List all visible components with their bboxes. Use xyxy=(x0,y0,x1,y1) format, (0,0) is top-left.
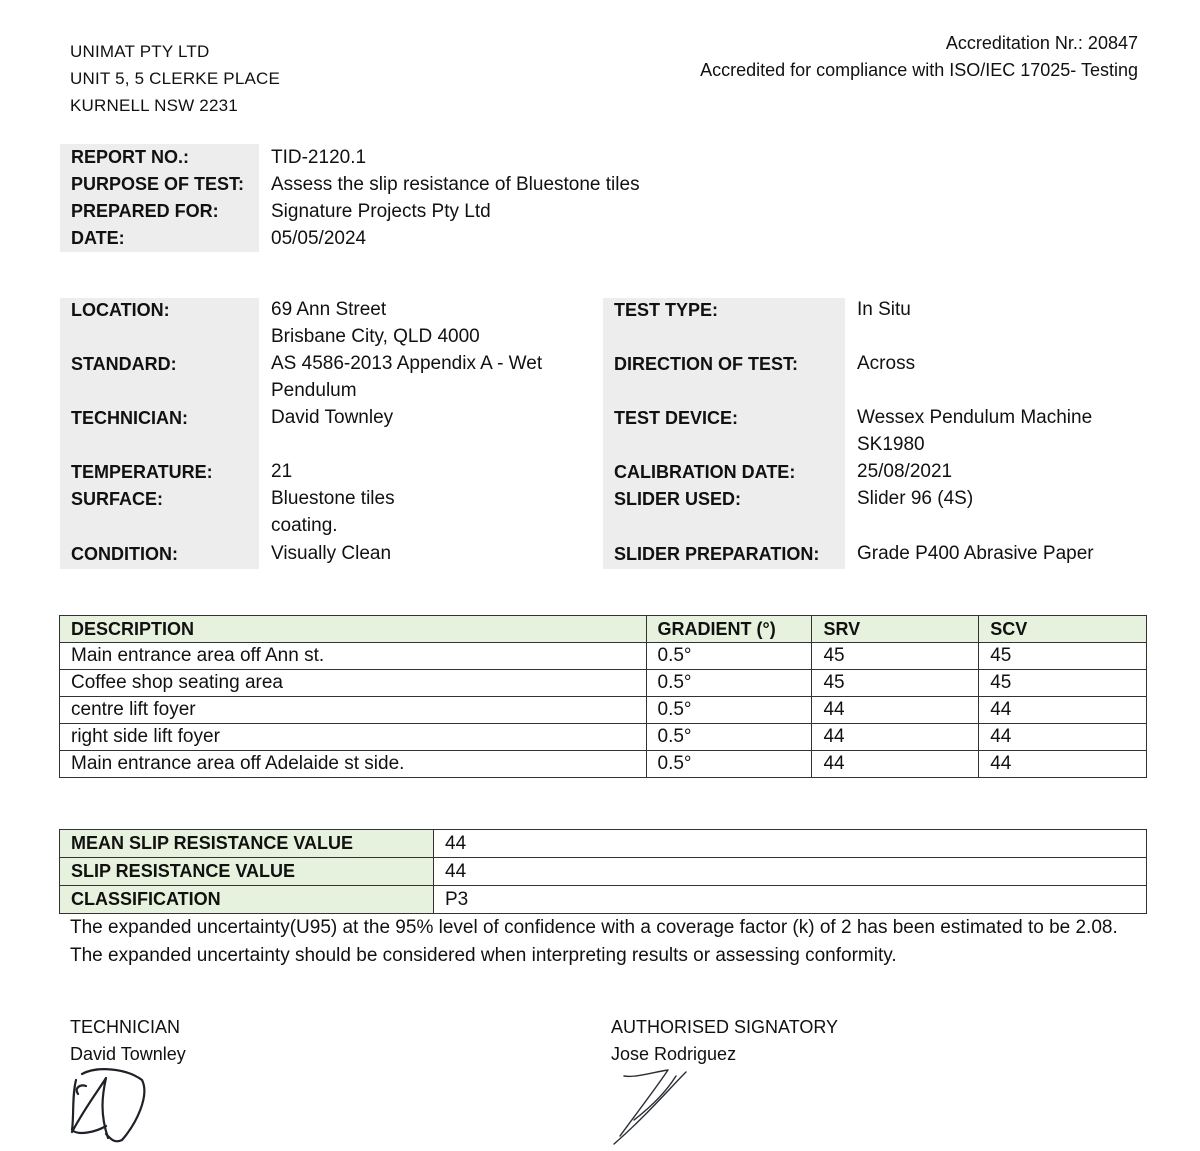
location-value-line2: Brisbane City, QLD 4000 xyxy=(271,326,480,347)
technician-value: David Townley xyxy=(271,407,394,428)
srv-label: SLIP RESISTANCE VALUE xyxy=(60,858,434,886)
technician-signature-image xyxy=(66,1066,150,1146)
gradient-cell: 0.5° xyxy=(646,697,812,724)
slider-used-value: Slider 96 (4S) xyxy=(857,488,974,509)
details-right-values xyxy=(857,298,1147,569)
location-label: LOCATION: xyxy=(71,300,170,320)
slider-preparation-value: Grade P400 Abrasive Paper xyxy=(857,543,1094,564)
technician-signature-block xyxy=(70,1014,186,1068)
surface-label: SURFACE: xyxy=(71,489,164,509)
scv-cell: 45 xyxy=(979,670,1147,697)
calibration-date-value: 25/08/2021 xyxy=(857,461,953,482)
direction-label: DIRECTION OF TEST: xyxy=(614,354,798,374)
srv-cell: 44 xyxy=(812,751,979,778)
table-row xyxy=(60,751,1147,778)
purpose-value: Assess the slip resistance of Bluestone tiles xyxy=(271,174,640,195)
signatory-signature-block xyxy=(611,1014,838,1068)
srv-row xyxy=(60,858,1147,886)
srv-cell: 44 xyxy=(812,697,979,724)
slider-preparation-label: SLIDER PREPARATION: xyxy=(614,544,820,564)
gradient-header: GRADIENT (°) xyxy=(646,616,812,643)
description-cell: Main entrance area off Ann st. xyxy=(60,643,647,670)
mean-srv-value: 44 xyxy=(434,830,1147,858)
description-cell: right side lift foyer xyxy=(60,724,647,751)
signatory-title: AUTHORISED SIGNATORY xyxy=(611,1017,839,1037)
details-right-labels xyxy=(603,298,845,569)
classification-row xyxy=(60,886,1147,914)
gradient-cell: 0.5° xyxy=(646,670,812,697)
results-header-row xyxy=(60,616,1147,643)
purpose-label: PURPOSE OF TEST: xyxy=(71,174,245,194)
signatory-name: Jose Rodriguez xyxy=(611,1044,737,1064)
report-values xyxy=(271,144,640,252)
srv-cell: 44 xyxy=(812,724,979,751)
description-cell: Main entrance area off Adelaide st side. xyxy=(60,751,647,778)
report-labels xyxy=(60,144,259,252)
test-type-value: In Situ xyxy=(857,299,911,320)
table-row xyxy=(60,697,1147,724)
accreditation-number: Accreditation Nr.: 20847 xyxy=(945,33,1138,53)
date-label: DATE: xyxy=(71,228,125,248)
direction-value: Across xyxy=(857,353,916,374)
mean-srv-label: MEAN SLIP RESISTANCE VALUE xyxy=(60,830,434,858)
company-name: UNIMAT PTY LTD xyxy=(70,42,210,61)
gradient-cell: 0.5° xyxy=(646,643,812,670)
temperature-label: TEMPERATURE: xyxy=(71,462,213,482)
details-left-labels xyxy=(60,298,259,569)
prepared-for-value: Signature Projects Pty Ltd xyxy=(271,201,491,222)
date-value: 05/05/2024 xyxy=(271,228,367,249)
standard-label: STANDARD: xyxy=(71,354,177,374)
mean-srv-row xyxy=(60,830,1147,858)
srv-cell: 45 xyxy=(812,643,979,670)
details-left-values xyxy=(271,298,591,569)
condition-value: Visually Clean xyxy=(271,543,392,564)
srv-value: 44 xyxy=(434,858,1147,886)
surface-value-line1: Bluestone tiles xyxy=(271,488,395,509)
srv-cell: 45 xyxy=(812,670,979,697)
gradient-cell: 0.5° xyxy=(646,751,812,778)
company-address-line2: KURNELL NSW 2231 xyxy=(70,96,238,115)
classification-label: CLASSIFICATION xyxy=(60,886,434,914)
table-row xyxy=(60,643,1147,670)
company-address-line1: UNIT 5, 5 CLERKE PLACE xyxy=(70,69,281,88)
classification-value: P3 xyxy=(434,886,1147,914)
report-no-label: REPORT NO.: xyxy=(71,147,190,167)
table-row xyxy=(60,670,1147,697)
test-type-label: TEST TYPE: xyxy=(614,300,719,320)
slider-used-label: SLIDER USED: xyxy=(614,489,742,509)
report-no-value: TID-2120.1 xyxy=(271,147,367,168)
company-address xyxy=(70,38,280,119)
test-device-value-line2: SK1980 xyxy=(857,434,925,455)
technician-name: David Townley xyxy=(70,1044,186,1064)
srv-header: SRV xyxy=(812,616,979,643)
test-device-value-line1: Wessex Pendulum Machine xyxy=(857,407,1093,428)
uncertainty-note: The expanded uncertainty(U95) at the 95% level of confidence with a coverage factor (k) of 2 has been estimated to be 2.08. The expanded uncertainty should be considered when interpreting results or assessing conformity. xyxy=(70,917,1118,966)
signatory-signature-image xyxy=(606,1066,696,1148)
description-cell: Coffee shop seating area xyxy=(60,670,647,697)
summary-table xyxy=(59,829,1147,914)
gradient-cell: 0.5° xyxy=(646,724,812,751)
condition-label: CONDITION: xyxy=(71,544,178,564)
scv-cell: 44 xyxy=(979,724,1147,751)
scv-header: SCV xyxy=(979,616,1147,643)
standard-value-line1: AS 4586-2013 Appendix A - Wet xyxy=(271,353,543,374)
technician-title: TECHNICIAN xyxy=(70,1017,181,1037)
description-cell: centre lift foyer xyxy=(60,697,647,724)
temperature-value: 21 xyxy=(271,461,293,482)
scv-cell: 45 xyxy=(979,643,1147,670)
prepared-for-label: PREPARED FOR: xyxy=(71,201,219,221)
description-header: DESCRIPTION xyxy=(60,616,647,643)
test-device-label: TEST DEVICE: xyxy=(614,408,739,428)
table-row xyxy=(60,724,1147,751)
calibration-date-label: CALIBRATION DATE: xyxy=(614,462,796,482)
standard-value-line2: Pendulum xyxy=(271,380,357,401)
results-table xyxy=(59,615,1147,778)
accreditation-block xyxy=(700,30,1138,84)
accreditation-compliance: Accredited for compliance with ISO/IEC 17025- Testing xyxy=(700,60,1138,80)
scv-cell: 44 xyxy=(979,697,1147,724)
location-value-line1: 69 Ann Street xyxy=(271,299,387,320)
surface-value-line2: coating. xyxy=(271,515,338,536)
scv-cell: 44 xyxy=(979,751,1147,778)
technician-label: TECHNICIAN: xyxy=(71,408,188,428)
